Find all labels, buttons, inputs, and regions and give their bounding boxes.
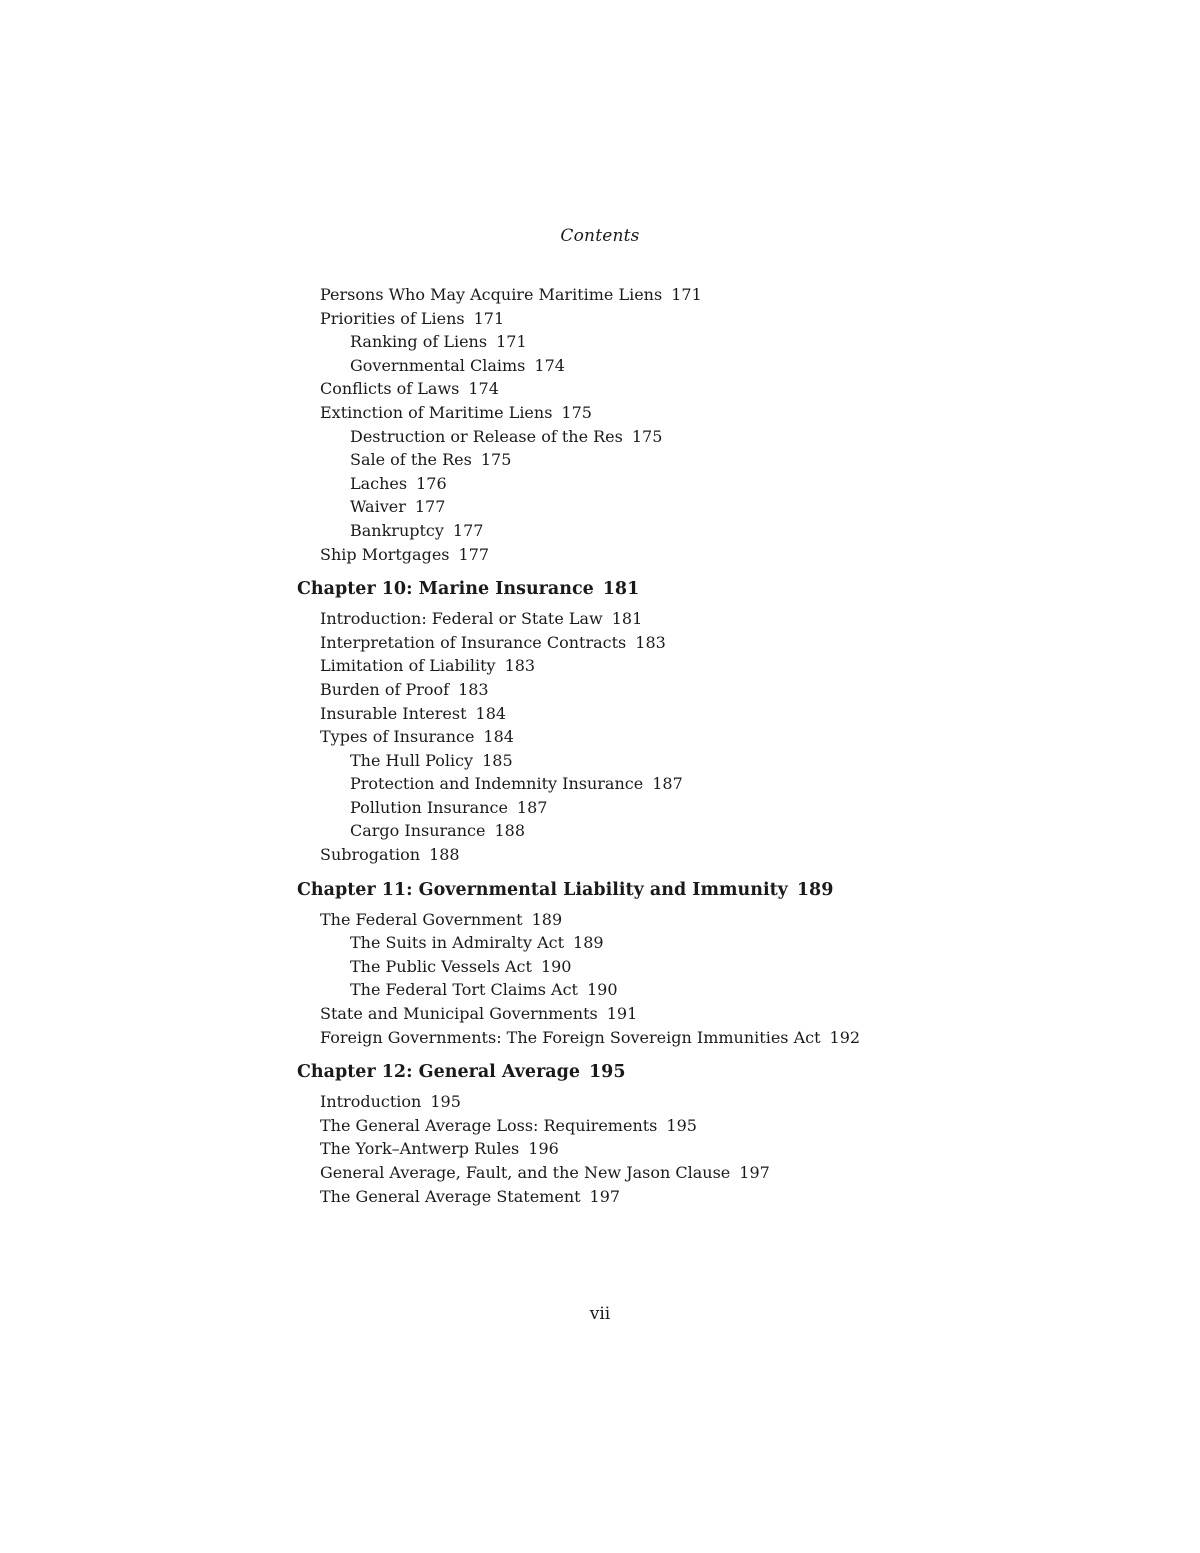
toc-section-entry <box>297 702 937 726</box>
toc-chapter-heading <box>297 1060 937 1084</box>
toc-section-entry <box>297 377 937 401</box>
toc-entry-title: Destruction or Release of the Res <box>350 426 623 446</box>
toc-entry-page: 171 <box>496 332 527 352</box>
toc-section-entry <box>297 401 937 425</box>
toc-subsection-entry <box>297 796 937 820</box>
toc-entry-title: Priorities of Liens <box>320 308 465 328</box>
toc-entry-title: Cargo Insurance <box>350 821 486 841</box>
toc-entry-page: 195 <box>430 1092 461 1112</box>
toc-entry-page: 190 <box>540 956 572 976</box>
toc-chapter-heading <box>297 577 937 601</box>
toc-section-entry <box>297 607 937 631</box>
toc-section-entry <box>297 1114 937 1138</box>
toc-entry-page: 189 <box>573 933 604 953</box>
toc-entry-title: Laches <box>350 473 408 493</box>
table-of-contents <box>297 283 937 1208</box>
toc-entry-title: The General Average Loss: Requirements <box>320 1115 658 1135</box>
toc-entry-page: 188 <box>494 821 525 841</box>
toc-entry-title: Types of Insurance <box>320 727 475 747</box>
toc-entry-page: 181 <box>602 579 640 600</box>
toc-subsection-entry <box>297 749 937 773</box>
toc-entry-page: 189 <box>531 909 563 929</box>
toc-entry-title: Bankruptcy <box>350 520 444 540</box>
toc-section-entry <box>297 307 937 331</box>
toc-entry-title: Chapter 12: General Average <box>297 1062 580 1083</box>
toc-entry-title: Pollution Insurance <box>350 797 508 817</box>
toc-entry-title: Conflicts of Laws <box>320 379 460 399</box>
toc-entry-page: 195 <box>666 1115 697 1135</box>
toc-entry-page: 171 <box>671 285 702 304</box>
toc-entry-page: 184 <box>475 703 507 723</box>
toc-entry-title: The Public Vessels Act <box>350 956 532 976</box>
toc-subsection-entry <box>297 330 937 354</box>
toc-entry-page: 177 <box>458 544 490 564</box>
toc-entry-page: 195 <box>589 1062 626 1083</box>
toc-subsection-entry <box>297 819 937 843</box>
toc-entry-page: 184 <box>483 727 514 747</box>
toc-entry-title: The General Average Statement <box>320 1186 581 1206</box>
toc-chapter-heading <box>297 878 937 902</box>
toc-entry-page: 196 <box>528 1139 559 1159</box>
toc-entry-title: The Federal Government <box>320 909 523 929</box>
toc-entry-page: 183 <box>458 679 489 699</box>
toc-subsection-entry <box>297 772 937 796</box>
toc-entry-page: 192 <box>829 1027 861 1047</box>
toc-entry-title: Introduction <box>320 1092 422 1112</box>
toc-section-entry <box>297 1137 937 1161</box>
toc-section-entry <box>297 543 937 567</box>
toc-entry-title: Chapter 10: Marine Insurance <box>297 579 594 600</box>
toc-entry-page: 177 <box>452 520 484 540</box>
toc-section-entry <box>297 678 937 702</box>
toc-subsection-entry <box>297 931 937 955</box>
toc-entry-title: Introduction: Federal or State Law <box>320 609 603 629</box>
toc-entry-page: 175 <box>631 426 663 446</box>
toc-section-entry <box>297 1090 937 1114</box>
toc-entry-title: Subrogation <box>320 845 421 865</box>
toc-subsection-entry <box>297 519 937 543</box>
toc-entry-page: 188 <box>429 845 460 865</box>
toc-entry-title: The Hull Policy <box>350 750 474 770</box>
toc-section-entry <box>297 908 937 932</box>
toc-subsection-entry <box>297 495 937 519</box>
toc-entry-title: Chapter 11: Governmental Liability and Immunity <box>297 879 788 900</box>
toc-entry-page: 197 <box>589 1186 621 1206</box>
toc-entry-title: Protection and Indemnity Insurance <box>350 774 644 794</box>
toc-entry-title: Ranking of Liens <box>350 332 488 352</box>
toc-section-entry <box>297 725 937 749</box>
toc-entry-page: 183 <box>504 656 536 676</box>
toc-entry-title: Governmental Claims <box>350 355 526 375</box>
page-number: vii <box>589 1304 611 1324</box>
toc-entry-page: 175 <box>561 402 592 422</box>
toc-section-entry <box>297 1002 937 1026</box>
toc-entry-title: Extinction of Maritime Liens <box>320 402 553 422</box>
toc-entry-title: The Suits in Admiralty Act <box>350 933 565 953</box>
toc-subsection-entry <box>297 472 937 496</box>
toc-entry-page: 175 <box>480 450 512 470</box>
toc-entry-page: 177 <box>414 497 446 517</box>
toc-entry-page: 176 <box>416 473 447 493</box>
toc-entry-page: 174 <box>468 379 499 399</box>
toc-entry-page: 185 <box>482 750 513 770</box>
toc-entry-page: 171 <box>473 308 505 328</box>
toc-entry-title: The Federal Tort Claims Act <box>350 980 578 1000</box>
toc-entry-title: Waiver <box>350 497 406 517</box>
toc-entry-title: Burden of Proof <box>320 679 450 699</box>
toc-entry-page: 181 <box>611 609 643 629</box>
toc-section-entry <box>297 1026 937 1050</box>
toc-subsection-entry <box>297 978 937 1002</box>
toc-entry-page: 183 <box>635 632 666 652</box>
toc-section-entry <box>297 283 937 307</box>
toc-entry-page: 187 <box>516 797 548 817</box>
toc-entry-title: Persons Who May Acquire Maritime Liens <box>320 285 663 304</box>
toc-entry-page: 174 <box>534 355 565 375</box>
toc-entry-page: 191 <box>606 1004 638 1024</box>
toc-section-entry <box>297 654 937 678</box>
toc-section-entry <box>297 631 937 655</box>
toc-entry-title: Ship Mortgages <box>320 544 450 564</box>
toc-entry-title: Sale of the Res <box>350 450 472 470</box>
toc-section-entry <box>297 1185 937 1209</box>
toc-entry-page: 187 <box>652 774 683 794</box>
toc-subsection-entry <box>297 354 937 378</box>
toc-entry-title: Foreign Governments: The Foreign Sovereign Immunities Act <box>320 1027 821 1047</box>
toc-entry-page: 189 <box>796 879 834 900</box>
toc-entry-title: Interpretation of Insurance Contracts <box>320 632 627 652</box>
toc-subsection-entry <box>297 448 937 472</box>
toc-entry-title: Limitation of Liability <box>320 656 496 676</box>
toc-entry-title: The York–Antwerp Rules <box>320 1139 520 1159</box>
toc-section-entry <box>297 1161 937 1185</box>
toc-subsection-entry <box>297 425 937 449</box>
toc-subsection-entry <box>297 955 937 979</box>
toc-entry-title: State and Municipal Governments <box>320 1004 598 1024</box>
toc-section-entry <box>297 843 937 867</box>
running-head: Contents <box>560 226 640 246</box>
toc-entry-title: General Average, Fault, and the New Jason Clause <box>320 1163 731 1182</box>
toc-entry-page: 190 <box>586 980 618 1000</box>
toc-entry-page: 197 <box>739 1163 770 1182</box>
toc-entry-title: Insurable Interest <box>320 703 467 723</box>
